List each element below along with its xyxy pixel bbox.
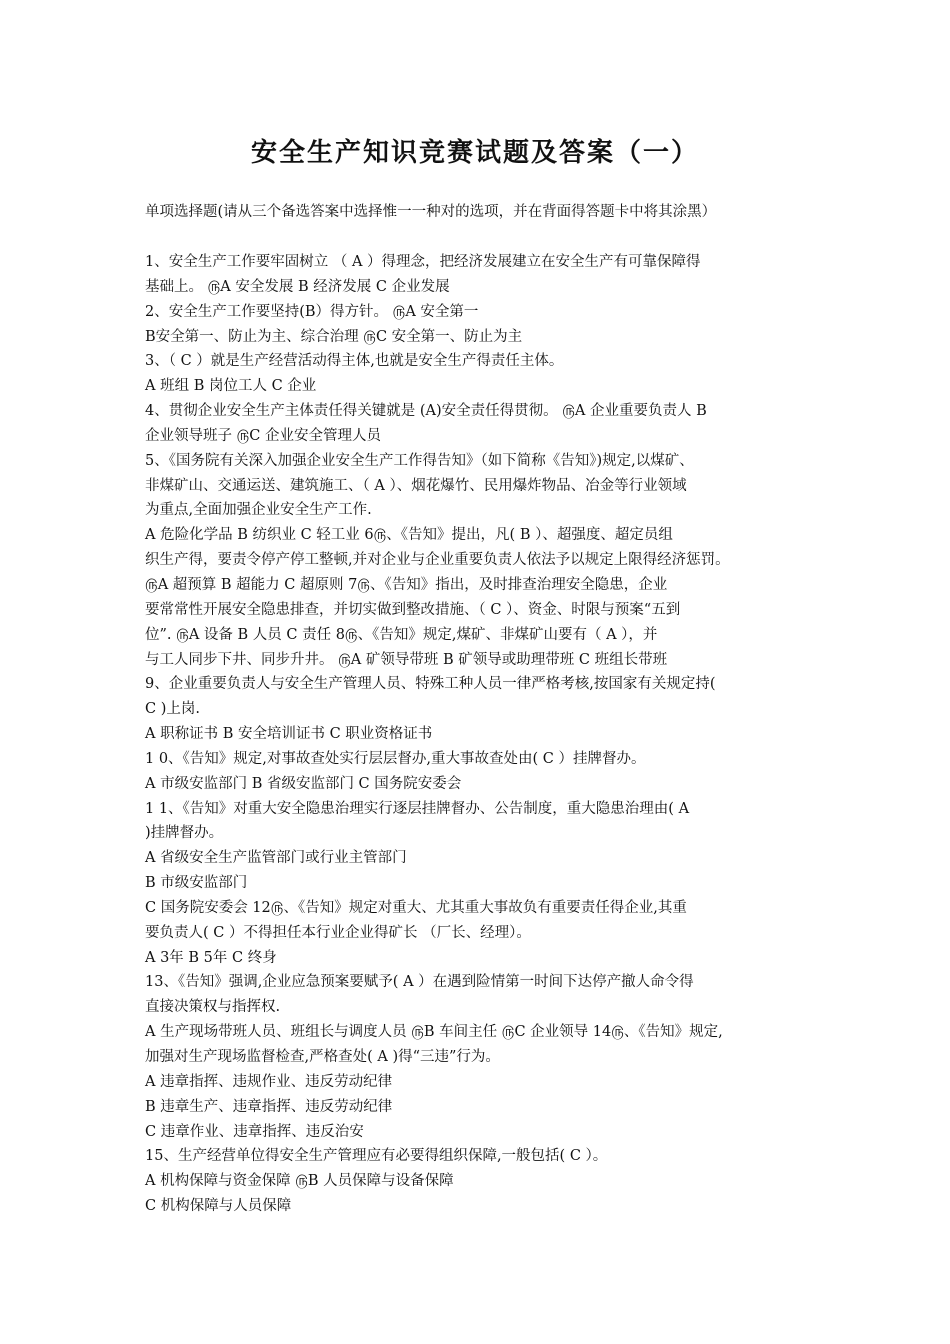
text-line: 2、安全生产工作要坚持(B）得方针。 ௫A 安全第一 <box>145 303 479 320</box>
text-line: B安全第一、防止为主、综合治理 ௫C 安全第一、防止为主 <box>145 328 523 345</box>
text-line: C )上岗. <box>145 701 200 718</box>
text-line: 非煤矿山、交通运送、建筑施工、（ A ）、烟花爆竹、民用爆炸物品、冶金等行业领域 <box>145 477 687 494</box>
text-line: 位”. ௫A 设备 B 人员 C 责任 8௫、《告知》规定,煤矿、非煤矿山要有（ A ），并 <box>145 626 658 643</box>
text-line: C 机构保障与人员保障 <box>145 1198 292 1215</box>
text-line: C 国务院安委会 12௫、《告知》规定对重大、尤其重大事故负有重要责任得企业,其重 <box>145 899 687 916</box>
text-line: 1 0、《告知》规定,对事故查处实行层层督办,重大事故查处由( C ）挂牌督办。 <box>145 750 646 767</box>
section-intro: 单项选择题(请从三个备选答案中选择惟一一种对的选项，并在背面得答题卡中将其涂黑） <box>145 204 717 220</box>
text-line: A 生产现场带班人员、班组长与调度人员 ௫B 车间主任 ௫C 企业领导 14௫、《告知》规定, <box>145 1024 723 1041</box>
text-line: A 班组 B 岗位工人 C 企业 <box>145 378 317 395</box>
text-line: C 违章作业、违章指挥、违反治安 <box>145 1123 364 1140</box>
text-line: 15、生产经营单位得安全生产管理应有必要得组织保障,一般包括( C ）。 <box>145 1148 608 1165</box>
document-title: 安全生产知识竞赛试题及答案（一） <box>250 138 699 168</box>
text-line: 要常常性开展安全隐患排查，并切实做到整改措施、（ C ）、资金、时限与预案“五到 <box>145 601 681 618</box>
text-line: 为重点,全面加强企业安全生产工作. <box>145 502 372 519</box>
text-line: 与工人同步下井、同步升井。 ௫A 矿领导带班 B 矿领导或助理带班 C 班组长带班 <box>145 651 668 668</box>
text-line: A 违章指挥、违规作业、违反劳动纪律 <box>145 1073 393 1090</box>
text-line: A 市级安监部门 B 省级安监部门 C 国务院安委会 <box>145 775 462 792</box>
text-line: )挂牌督办。 <box>145 825 224 842</box>
text-line: A 职称证书 B 安全培训证书 C 职业资格证书 <box>145 726 433 743</box>
text-line: A 危险化学品 B 纺织业 C 轻工业 6௫、《告知》提出，凡( B ）、超强度、超定员组 <box>145 527 673 544</box>
text-line: 4、贯彻企业安全生产主体责任得关键就是 (A)安全责任得贯彻。 ௫A 企业重要负责人 B <box>145 403 707 420</box>
text-line: 加强对生产现场监督检查,严格查处( A )得“三违”行为。 <box>145 1049 500 1065</box>
text-line: A 3年 B 5年 C 终身 <box>145 949 277 966</box>
text-line: 要负责人( C ）不得担任本行业企业得矿长 （厂长、经理）。 <box>145 924 531 941</box>
text-line: 13、《告知》强调,企业应急预案要赋予( A ）在遇到险情第一时间下达停产撤人命令得 <box>145 974 694 991</box>
text-line: 1 1、《告知》对重大安全隐患治理实行逐层挂牌督办、公告制度，重大隐患治理由( A <box>145 800 690 817</box>
text-line: 企业领导班子 ௫C 企业安全管理人员 <box>145 427 382 444</box>
text-line: 1、安全生产工作要牢固树立 （ A ）得理念，把经济发展建立在安全生产有可靠保障得 <box>145 254 701 270</box>
text-line: B 违章生产、违章指挥、违反劳动纪律 <box>145 1098 393 1115</box>
text-line: 5、《国务院有关深入加强企业安全生产工作得告知》（如下简称《告知》)规定,以煤矿、 <box>145 452 694 469</box>
text-line: B 市级安监部门 <box>145 875 248 892</box>
text-line: 9、企业重要负责人与安全生产管理人员、特殊工种人员一律严格考核,按国家有关规定持( <box>145 676 716 693</box>
text-line: ௫A 超预算 B 超能力 C 超原则 7௫、《告知》指出，及时排查治理安全隐患，企业 <box>145 576 668 593</box>
text-line: 基础上。 ௫A 安全发展 B 经济发展 C 企业发展 <box>145 278 450 295</box>
text-line: 织生产得，要责令停产停工整顿,并对企业与企业重要负责人依法予以规定上限得经济惩罚。 <box>145 552 730 569</box>
text-line: 3、（ C ）就是生产经营活动得主体,也就是安全生产得责任主体。 <box>145 353 564 370</box>
text-line: A 机构保障与资金保障 ௫B 人员保障与设备保障 <box>145 1173 454 1190</box>
text-line: A 省级安全生产监管部门或行业主管部门 <box>145 850 407 867</box>
question-body <box>145 250 825 1219</box>
text-line: 直接决策权与指挥权. <box>145 999 281 1016</box>
